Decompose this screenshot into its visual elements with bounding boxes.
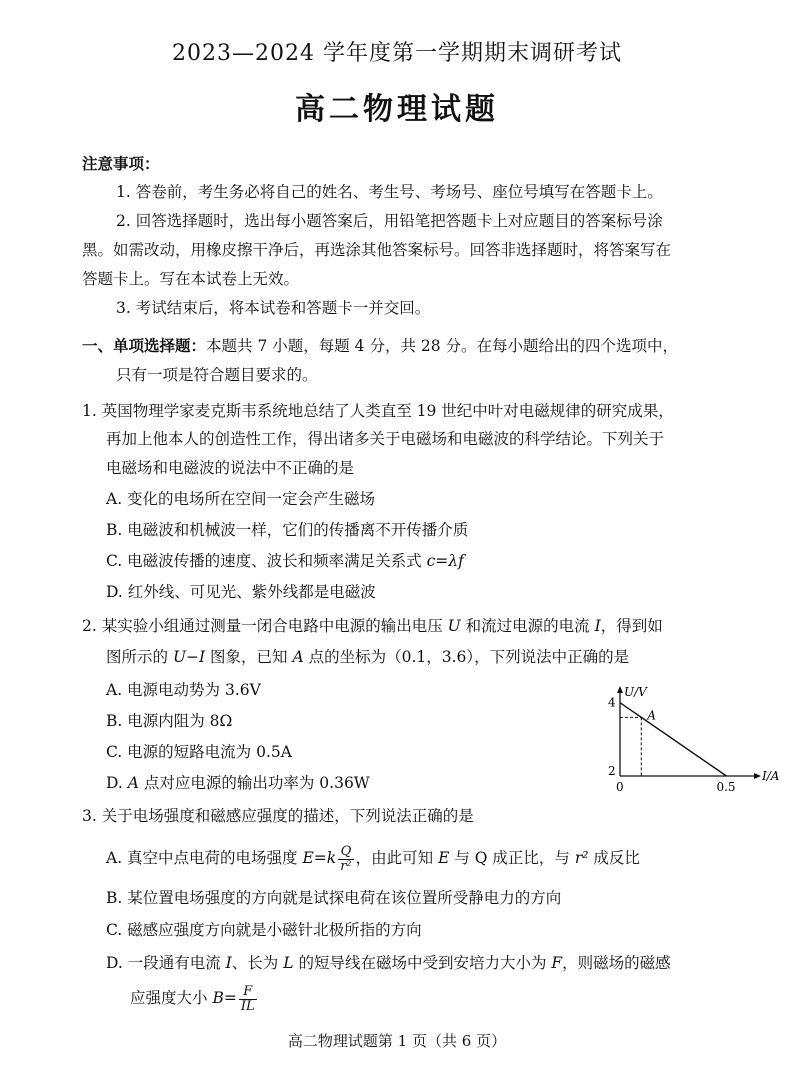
q2-var-u: U — [447, 617, 461, 635]
q3-option-d-line2 — [130, 980, 259, 1016]
q2-text: 和流过电源的电流 — [460, 617, 595, 635]
q1-stem-1: 1. 英国物理学家麦克斯韦系统地总结了人类直至 19 世纪中叶对电磁规律的研究成果， — [82, 402, 674, 420]
q3-fraction — [239, 985, 257, 1014]
q1-option-d: D. 红外线、可见光、紫外线都是电磁波 — [106, 583, 376, 601]
section-1-heading — [82, 336, 678, 356]
q2-option-d — [106, 773, 370, 793]
q2-option-a: A. 电源电动势为 3.6V — [106, 681, 261, 699]
point-a-label: A — [647, 708, 656, 723]
q3-text: 与 Q 成正比，与 — [449, 849, 575, 867]
q3-var-e: E — [438, 849, 450, 867]
fraction-numerator: Q — [338, 845, 353, 860]
q2-var-a: A — [127, 774, 139, 792]
q3-stem: 3. 关于电场强度和磁感应强度的描述，下列说法正确的是 — [82, 807, 474, 825]
x-axis-arrow — [754, 773, 761, 779]
subject-title: 高二物理试题 — [295, 92, 499, 127]
q3-option-d-line1 — [106, 953, 671, 973]
page-footer: 高二物理试题第 1 页（共 6 页） — [287, 1032, 507, 1050]
q3-text: 的短导线在磁场中受到安培力大小为 — [293, 954, 552, 972]
q3-option-b: B. 某位置电场强度的方向就是试探电荷在该位置所受静电力的方向 — [106, 889, 562, 907]
q2-option-c: C. 电源的短路电流为 0.5A — [106, 743, 292, 761]
q2-text: 图象，已知 — [205, 648, 293, 666]
fraction-numerator: F — [239, 985, 257, 1000]
notice-item-2b: 黑。如需改动，用橡皮擦干净后，再选涂其他答案标号。回答非选择题时，将答案写在 — [82, 241, 672, 259]
q3-text: A. 真空中点电荷的电场强度 — [106, 849, 303, 867]
q3-formula: B= — [212, 989, 237, 1007]
q2-var-i: I — [594, 617, 601, 635]
y-tick-label: 4 — [608, 695, 616, 710]
q3-var-f: F — [551, 954, 563, 972]
q3-text: 、长为 — [231, 954, 284, 972]
q3-var-l: L — [283, 954, 294, 972]
notice-item-2c: 答题卡上。写在本试卷上无效。 — [82, 270, 300, 288]
q3-formula: E=k — [302, 849, 337, 867]
notice-item-2a: 2. 回答选择题时，选出每小题答案后，用铅笔把答题卡上对应题目的答案标号涂 — [116, 212, 663, 230]
exam-title: 2023—2024 学年度第一学期期末调研考试 — [172, 41, 622, 66]
q3-text: ，则磁场的磁感 — [562, 954, 671, 972]
ui-graph — [600, 684, 780, 800]
q3-text: D. 一段通有电流 — [106, 954, 226, 972]
q3-var-r: r² — [574, 849, 589, 867]
x-tick-label: 0.5 — [716, 780, 736, 794]
q3-text: ，由此可知 — [355, 849, 439, 867]
notice-item-1: 1. 答卷前，考生务必将自己的姓名、考生号、考场号、座位号填写在答题卡上。 — [116, 183, 663, 201]
q3-fraction — [338, 845, 353, 874]
q2-var-ui: U−I — [172, 648, 206, 666]
q3-option-c: C. 磁感应强度方向就是小磁针北极所指的方向 — [106, 921, 422, 939]
q1-option-c — [106, 551, 464, 571]
x-tick-label: 0 — [616, 780, 624, 794]
section-1-label: 一、单项选择题： — [82, 336, 207, 355]
y-tick-label: 2 — [608, 764, 616, 778]
q3-option-a — [106, 840, 640, 876]
y-axis-arrow — [617, 686, 623, 693]
ui-line — [620, 703, 726, 776]
q1-stem-3: 电磁场和电磁波的说法中不正确的是 — [106, 459, 355, 477]
notice-heading: 注意事项： — [82, 154, 160, 173]
x-axis-label: I/A — [762, 769, 780, 783]
q2-text: 2. 某实验小组通过测量一闭合电路中电源的输出电压 — [82, 617, 448, 635]
q1-option-b: B. 电磁波和机械波一样，它们的传播离不开传播介质 — [106, 521, 469, 539]
section-1-heading-cont: 只有一项是符合题目要求的。 — [116, 366, 318, 384]
notice-item-3: 3. 考试结束后，将本试卷和答题卡一并交回。 — [116, 299, 431, 317]
q2-text: 图所示的 — [106, 648, 173, 666]
q2-var-a: A — [292, 648, 304, 666]
fraction-denominator: IL — [240, 998, 255, 1014]
y-axis-label: U/V — [624, 685, 647, 699]
q3-var-i: I — [225, 954, 232, 972]
q2-option-b: B. 电源内阻为 8Ω — [106, 712, 233, 730]
q2-text: 点对应电源的输出功率为 0.36W — [138, 774, 370, 792]
q3-text: 成反比 — [588, 849, 640, 867]
q1-option-c-text: C. 电磁波传播的速度、波长和频率满足关系式 — [106, 552, 427, 570]
q2-stem-1 — [82, 616, 663, 636]
q1-stem-2: 再加上他本人的创造性工作，得出诸多关于电磁场和电磁波的科学结论。下列关于 — [106, 430, 665, 448]
q1-option-a: A. 变化的电场所在空间一定会产生磁场 — [106, 490, 376, 508]
q2-text: 点的坐标为（0.1，3.6），下列说法中正确的是 — [303, 648, 630, 666]
q3-text: 应强度大小 — [130, 989, 213, 1007]
q2-stem-2 — [106, 647, 629, 667]
section-1-instructions: 本题共 7 小题，每题 4 分，共 28 分。在每小题给出的四个选项中， — [206, 337, 679, 355]
q1-formula: c=λf — [426, 552, 464, 570]
q2-text: D. — [106, 774, 128, 792]
fraction-denominator: r² — [340, 858, 352, 874]
q2-text: ，得到如 — [600, 617, 663, 635]
